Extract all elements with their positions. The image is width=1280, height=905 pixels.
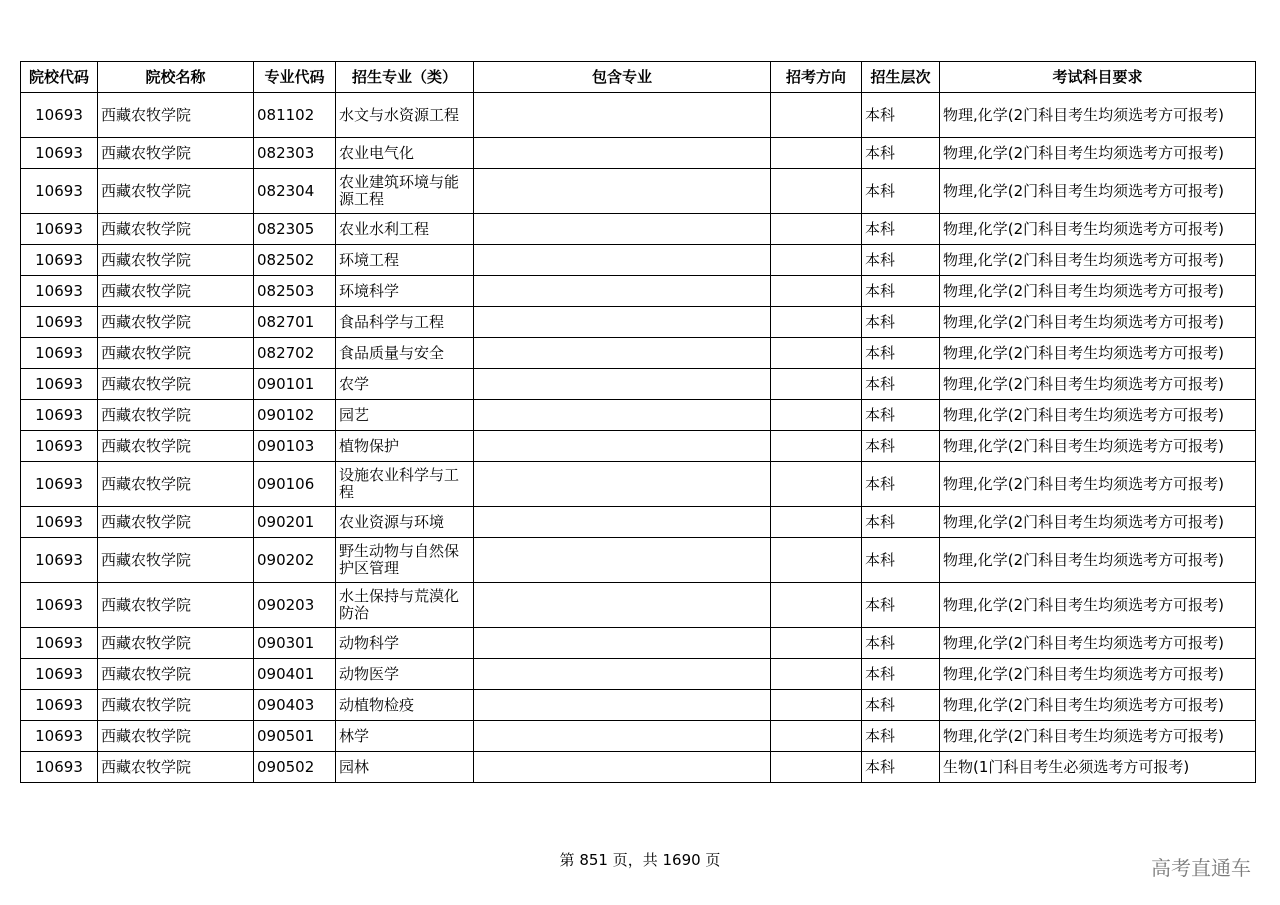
watermark-text: 高考直通车 (1151, 856, 1251, 880)
cell-included-majors (474, 690, 771, 721)
cell-major-name: 环境工程 (336, 245, 474, 276)
cell-major-name: 动物科学 (336, 628, 474, 659)
cell-major-code: 090102 (254, 400, 336, 431)
cell-school-name: 西藏农牧学院 (98, 138, 254, 169)
cell-level: 本科 (862, 307, 940, 338)
cell-level: 本科 (862, 276, 940, 307)
cell-subject-requirements: 物理,化学(2门科目考生均须选考方可报考) (940, 690, 1256, 721)
cell-school-code: 10693 (21, 214, 98, 245)
cell-direction (771, 338, 862, 369)
cell-subject-requirements: 物理,化学(2门科目考生均须选考方可报考) (940, 307, 1256, 338)
cell-level: 本科 (862, 369, 940, 400)
cell-school-name: 西藏农牧学院 (98, 752, 254, 783)
cell-school-code: 10693 (21, 169, 98, 214)
cell-school-code: 10693 (21, 462, 98, 507)
cell-major-code: 090301 (254, 628, 336, 659)
table-row (21, 538, 1256, 583)
cell-major-code: 082503 (254, 276, 336, 307)
table-row (21, 93, 1256, 138)
cell-direction (771, 538, 862, 583)
cell-included-majors (474, 628, 771, 659)
cell-major-name: 食品科学与工程 (336, 307, 474, 338)
cell-included-majors (474, 400, 771, 431)
cell-level: 本科 (862, 690, 940, 721)
cell-school-code: 10693 (21, 628, 98, 659)
cell-subject-requirements: 物理,化学(2门科目考生均须选考方可报考) (940, 138, 1256, 169)
cell-included-majors (474, 169, 771, 214)
cell-school-code: 10693 (21, 507, 98, 538)
cell-direction (771, 628, 862, 659)
header-included-majors: 包含专业 (474, 62, 771, 93)
cell-included-majors (474, 307, 771, 338)
cell-level: 本科 (862, 169, 940, 214)
cell-included-majors (474, 93, 771, 138)
cell-school-code: 10693 (21, 138, 98, 169)
cell-included-majors (474, 583, 771, 628)
cell-included-majors (474, 431, 771, 462)
cell-direction (771, 93, 862, 138)
cell-major-name: 水土保持与荒漠化防治 (336, 583, 474, 628)
cell-direction (771, 583, 862, 628)
cell-major-code: 090401 (254, 659, 336, 690)
table-row (21, 690, 1256, 721)
cell-school-name: 西藏农牧学院 (98, 400, 254, 431)
cell-subject-requirements: 物理,化学(2门科目考生均须选考方可报考) (940, 431, 1256, 462)
cell-subject-requirements: 物理,化学(2门科目考生均须选考方可报考) (940, 369, 1256, 400)
cell-level: 本科 (862, 538, 940, 583)
cell-school-name: 西藏农牧学院 (98, 245, 254, 276)
cell-major-name: 环境科学 (336, 276, 474, 307)
cell-school-name: 西藏农牧学院 (98, 721, 254, 752)
cell-school-name: 西藏农牧学院 (98, 628, 254, 659)
cell-subject-requirements: 物理,化学(2门科目考生均须选考方可报考) (940, 659, 1256, 690)
cell-major-name: 食品质量与安全 (336, 338, 474, 369)
cell-school-name: 西藏农牧学院 (98, 276, 254, 307)
table-row (21, 400, 1256, 431)
cell-school-name: 西藏农牧学院 (98, 659, 254, 690)
cell-subject-requirements: 物理,化学(2门科目考生均须选考方可报考) (940, 214, 1256, 245)
cell-school-code: 10693 (21, 659, 98, 690)
cell-major-name: 园林 (336, 752, 474, 783)
cell-direction (771, 690, 862, 721)
cell-subject-requirements: 物理,化学(2门科目考生均须选考方可报考) (940, 583, 1256, 628)
cell-subject-requirements: 物理,化学(2门科目考生均须选考方可报考) (940, 245, 1256, 276)
cell-subject-requirements: 物理,化学(2门科目考生均须选考方可报考) (940, 721, 1256, 752)
cell-major-code: 090201 (254, 507, 336, 538)
cell-included-majors (474, 214, 771, 245)
cell-included-majors (474, 245, 771, 276)
cell-major-code: 090101 (254, 369, 336, 400)
cell-included-majors (474, 462, 771, 507)
header-direction: 招考方向 (771, 62, 862, 93)
cell-level: 本科 (862, 752, 940, 783)
cell-school-code: 10693 (21, 245, 98, 276)
cell-level: 本科 (862, 431, 940, 462)
cell-school-code: 10693 (21, 276, 98, 307)
cell-direction (771, 752, 862, 783)
cell-included-majors (474, 507, 771, 538)
admission-table (20, 61, 1256, 783)
cell-school-name: 西藏农牧学院 (98, 307, 254, 338)
cell-major-name: 动植物检疫 (336, 690, 474, 721)
cell-level: 本科 (862, 93, 940, 138)
cell-major-code: 090202 (254, 538, 336, 583)
table-row (21, 752, 1256, 783)
cell-major-name: 植物保护 (336, 431, 474, 462)
cell-direction (771, 507, 862, 538)
cell-school-name: 西藏农牧学院 (98, 369, 254, 400)
table-row (21, 507, 1256, 538)
header-subject-requirements: 考试科目要求 (940, 62, 1256, 93)
header-major-name: 招生专业（类） (336, 62, 474, 93)
cell-subject-requirements: 物理,化学(2门科目考生均须选考方可报考) (940, 628, 1256, 659)
cell-major-name: 水文与水资源工程 (336, 93, 474, 138)
cell-included-majors (474, 369, 771, 400)
cell-major-code: 090403 (254, 690, 336, 721)
cell-school-code: 10693 (21, 431, 98, 462)
header-level: 招生层次 (862, 62, 940, 93)
cell-level: 本科 (862, 214, 940, 245)
table-row (21, 214, 1256, 245)
header-school-code: 院校代码 (21, 62, 98, 93)
cell-direction (771, 276, 862, 307)
table-row (21, 169, 1256, 214)
cell-included-majors (474, 752, 771, 783)
cell-level: 本科 (862, 721, 940, 752)
cell-level: 本科 (862, 338, 940, 369)
cell-major-name: 农业资源与环境 (336, 507, 474, 538)
table-row (21, 628, 1256, 659)
cell-subject-requirements: 物理,化学(2门科目考生均须选考方可报考) (940, 538, 1256, 583)
cell-school-name: 西藏农牧学院 (98, 214, 254, 245)
cell-level: 本科 (862, 583, 940, 628)
table-row (21, 276, 1256, 307)
cell-major-name: 农业水利工程 (336, 214, 474, 245)
cell-major-code: 082305 (254, 214, 336, 245)
cell-included-majors (474, 659, 771, 690)
table-row (21, 431, 1256, 462)
cell-major-code: 082304 (254, 169, 336, 214)
cell-major-name: 农业电气化 (336, 138, 474, 169)
cell-major-code: 090106 (254, 462, 336, 507)
cell-subject-requirements: 物理,化学(2门科目考生均须选考方可报考) (940, 93, 1256, 138)
cell-school-code: 10693 (21, 338, 98, 369)
cell-school-code: 10693 (21, 752, 98, 783)
table-row (21, 659, 1256, 690)
cell-direction (771, 169, 862, 214)
table-row (21, 583, 1256, 628)
cell-level: 本科 (862, 507, 940, 538)
cell-direction (771, 659, 862, 690)
cell-school-name: 西藏农牧学院 (98, 690, 254, 721)
cell-direction (771, 138, 862, 169)
cell-direction (771, 400, 862, 431)
cell-level: 本科 (862, 245, 940, 276)
cell-major-name: 农学 (336, 369, 474, 400)
cell-direction (771, 214, 862, 245)
cell-school-code: 10693 (21, 307, 98, 338)
cell-school-code: 10693 (21, 369, 98, 400)
cell-level: 本科 (862, 659, 940, 690)
cell-school-code: 10693 (21, 538, 98, 583)
cell-level: 本科 (862, 138, 940, 169)
table-row (21, 307, 1256, 338)
cell-major-code: 090103 (254, 431, 336, 462)
cell-school-name: 西藏农牧学院 (98, 583, 254, 628)
page-number: 第 851 页，共 1690 页 (559, 851, 721, 869)
cell-school-code: 10693 (21, 583, 98, 628)
cell-subject-requirements: 物理,化学(2门科目考生均须选考方可报考) (940, 400, 1256, 431)
cell-school-name: 西藏农牧学院 (98, 507, 254, 538)
cell-school-code: 10693 (21, 93, 98, 138)
cell-direction (771, 462, 862, 507)
header-row (21, 62, 1256, 93)
table-row (21, 338, 1256, 369)
cell-subject-requirements: 物理,化学(2门科目考生均须选考方可报考) (940, 507, 1256, 538)
cell-direction (771, 245, 862, 276)
table-row (21, 245, 1256, 276)
cell-school-name: 西藏农牧学院 (98, 93, 254, 138)
cell-included-majors (474, 538, 771, 583)
cell-school-code: 10693 (21, 721, 98, 752)
cell-school-name: 西藏农牧学院 (98, 169, 254, 214)
cell-subject-requirements: 生物(1门科目考生必须选考方可报考) (940, 752, 1256, 783)
header-major-code: 专业代码 (254, 62, 336, 93)
cell-major-name: 野生动物与自然保护区管理 (336, 538, 474, 583)
cell-subject-requirements: 物理,化学(2门科目考生均须选考方可报考) (940, 338, 1256, 369)
cell-major-code: 081102 (254, 93, 336, 138)
cell-included-majors (474, 276, 771, 307)
cell-major-code: 090502 (254, 752, 336, 783)
cell-major-code: 082702 (254, 338, 336, 369)
cell-major-name: 林学 (336, 721, 474, 752)
cell-school-name: 西藏农牧学院 (98, 431, 254, 462)
cell-direction (771, 369, 862, 400)
cell-major-name: 动物医学 (336, 659, 474, 690)
cell-subject-requirements: 物理,化学(2门科目考生均须选考方可报考) (940, 462, 1256, 507)
cell-level: 本科 (862, 400, 940, 431)
cell-school-name: 西藏农牧学院 (98, 538, 254, 583)
table-row (21, 138, 1256, 169)
cell-school-code: 10693 (21, 400, 98, 431)
cell-major-code: 082303 (254, 138, 336, 169)
cell-level: 本科 (862, 628, 940, 659)
cell-included-majors (474, 138, 771, 169)
table-row (21, 462, 1256, 507)
cell-subject-requirements: 物理,化学(2门科目考生均须选考方可报考) (940, 169, 1256, 214)
cell-school-name: 西藏农牧学院 (98, 338, 254, 369)
cell-school-name: 西藏农牧学院 (98, 462, 254, 507)
cell-level: 本科 (862, 462, 940, 507)
cell-major-name: 农业建筑环境与能源工程 (336, 169, 474, 214)
table-row (21, 721, 1256, 752)
cell-included-majors (474, 721, 771, 752)
cell-major-name: 设施农业科学与工程 (336, 462, 474, 507)
header-school-name: 院校名称 (98, 62, 254, 93)
cell-major-code: 082502 (254, 245, 336, 276)
cell-direction (771, 721, 862, 752)
cell-direction (771, 307, 862, 338)
cell-major-code: 090203 (254, 583, 336, 628)
cell-major-code: 090501 (254, 721, 336, 752)
cell-school-code: 10693 (21, 690, 98, 721)
cell-major-code: 082701 (254, 307, 336, 338)
cell-direction (771, 431, 862, 462)
cell-major-name: 园艺 (336, 400, 474, 431)
table-row (21, 369, 1256, 400)
cell-included-majors (474, 338, 771, 369)
cell-subject-requirements: 物理,化学(2门科目考生均须选考方可报考) (940, 276, 1256, 307)
